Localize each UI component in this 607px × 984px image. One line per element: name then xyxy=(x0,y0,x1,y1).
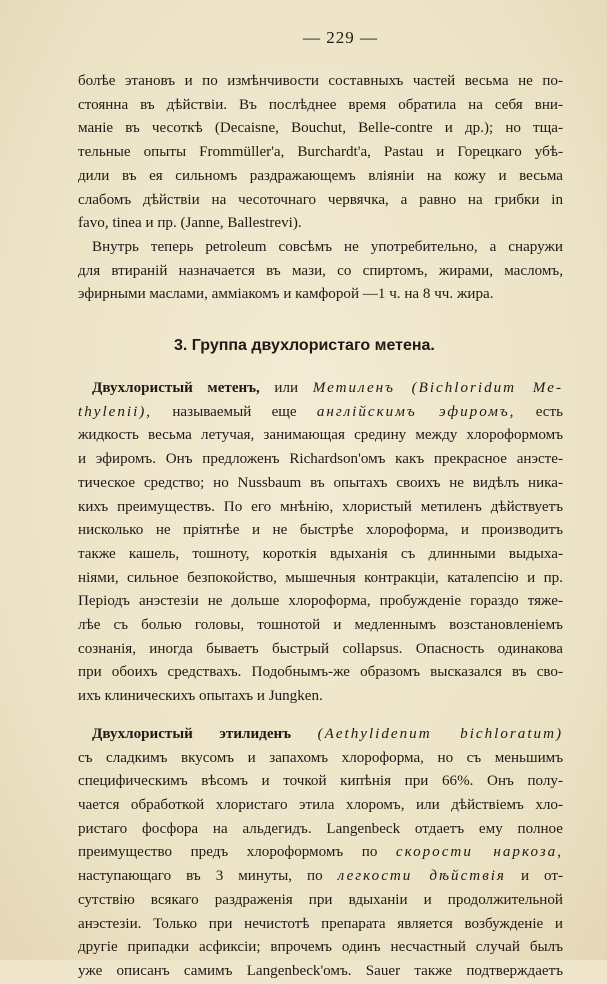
text-line: и эфиромъ. Онъ предложенъ Richardson'омъ какъ прекрасное анэсте- xyxy=(78,451,563,468)
text-line: болѣе этановъ и по измѣнчивости составныхъ частей весьма не по- xyxy=(78,73,563,89)
text-line: анэстезіи. Только при нечистотѣ препарата является возбужденіе и xyxy=(78,915,563,932)
emphasis-text: скорости наркоза, xyxy=(395,844,563,861)
text-fragment: или xyxy=(274,380,299,397)
text-line: жидкость весьма летучая, занимающая средину между хлороформомъ xyxy=(78,427,563,444)
text-line xyxy=(78,723,563,747)
text-line: эфирными маслами, аммiакомъ и камфорой —1 ч. на 8 чч. жира. xyxy=(78,286,494,303)
section-heading: 3. Группа двухлористаго метена. xyxy=(174,337,435,355)
term-bold: Двухлористый метенъ, xyxy=(92,380,260,397)
text-line: кихъ преимуществъ. По его мнѣнію, хлористый метиленъ дѣйствуетъ xyxy=(78,498,563,515)
latin-term: Метиленъ (Bichloridum Me- xyxy=(312,380,563,397)
text-line: уже описанъ самимъ Langenbeck'омъ. Sauer также подтверждаетъ xyxy=(78,962,563,979)
text-line: ристаго фосфора на альдегидъ. Langenbeck отдаетъ ему полное xyxy=(78,820,563,837)
paragraph-methylene-dichloride xyxy=(78,377,563,709)
emphasis-text: англійскимъ эфиромъ, xyxy=(316,403,516,420)
text-line: нисколько не пріятнѣе и не быстрѣе хлороформа, и производитъ xyxy=(78,522,563,539)
paragraph-petroleum-use xyxy=(78,236,563,307)
text-fragment: наступающаго въ 3 минуты, по xyxy=(78,868,323,885)
text-line: Періодъ анэстезіи не дольше хлороформа, пробужденіе гораздо тяже- xyxy=(78,593,563,610)
text-line xyxy=(78,865,563,889)
text-line: сознанія, иногда бываетъ быстрый collapsus. Опасность одинакова xyxy=(78,640,563,657)
latin-term: (Aethylidenum bichloratum) xyxy=(317,725,563,742)
text-line: дили въ ея сильномъ раздражающемъ вліяніи на кожу и весьма xyxy=(78,167,563,184)
text-line xyxy=(78,401,563,425)
text-line: съ сладкимъ вкусомъ и запахомъ хлороформа, но съ меньшимъ xyxy=(78,749,563,766)
text-line xyxy=(78,377,563,401)
text-line: тельные опыты Frommüller'a, Burchardt'a, Pastau и Горецкаго убѣ- xyxy=(78,144,563,161)
text-line xyxy=(78,841,563,865)
text-line: favo, tinea и пр. (Janne, Ballestrevi). xyxy=(78,215,302,232)
text-line: чается обработкой хлористаго этила хлоромъ, или дѣйствіемъ хло- xyxy=(78,796,563,813)
latin-term: thylenii), xyxy=(78,403,153,420)
page-number: — 229 — xyxy=(303,28,378,47)
text-fragment: есть xyxy=(535,403,563,420)
text-line: специфическимъ вѣсомъ и точкой кипѣнія при 66%. Онъ полу- xyxy=(78,773,563,790)
emphasis-text: легкости дѣйствія xyxy=(337,868,506,885)
paragraph-gap xyxy=(78,709,563,723)
text-fragment: называемый еще xyxy=(172,403,297,420)
text-line: слабомъ дѣйствіи на чесоточнаго червячка, а равно на грибки in xyxy=(78,191,563,208)
text-line: Внутрь теперь petroleum совсѣмъ не употребительно, а снаружи xyxy=(92,238,563,255)
text-line: стоянна въ дѣйствіи. Въ послѣднее время обратила на себя вни- xyxy=(78,96,563,113)
text-line: ихъ клиническихъ опытахъ и Jungken. xyxy=(78,688,323,705)
text-line: также кашель, тошноту, короткія вдыханія съ длинными выдыха- xyxy=(78,545,563,562)
text-line: сутствію всякаго раздраженія при вдыханіи и продолжительной xyxy=(78,891,563,908)
text-line: тическое средство; но Nussbaum въ опытахъ своихъ не видѣлъ ника- xyxy=(78,474,563,491)
text-line: при обоихъ средствахъ. Подобнымъ-же образомъ высказался въ сво- xyxy=(78,664,563,681)
text-line: лѣе съ болью головы, тошнотой и медленнымъ возстановленіемъ xyxy=(78,617,563,634)
term-bold: Двухлористый этилиденъ xyxy=(92,725,292,742)
text-fragment: и от- xyxy=(520,868,563,885)
text-line: ніями, сильное безпокойство, мышечныя контракціи, каталепсію и пр. xyxy=(78,569,563,586)
text-line: маніе въ чесоткѣ (Decaisne, Bouchut, Belle-contre и др.); но тща- xyxy=(78,120,563,137)
text-line: другіе припадки асфиксіи; впрочемъ одинъ несчастный случай былъ xyxy=(78,939,563,956)
text-fragment: преимущество предъ хлороформомъ по xyxy=(78,844,378,861)
text-line: для втираній назначается въ мази, со спиртомъ, жирами, масломъ, xyxy=(78,262,563,279)
paragraph-petroleum-skin xyxy=(78,70,563,236)
paragraph-ethylidene-dichloride xyxy=(78,723,563,984)
